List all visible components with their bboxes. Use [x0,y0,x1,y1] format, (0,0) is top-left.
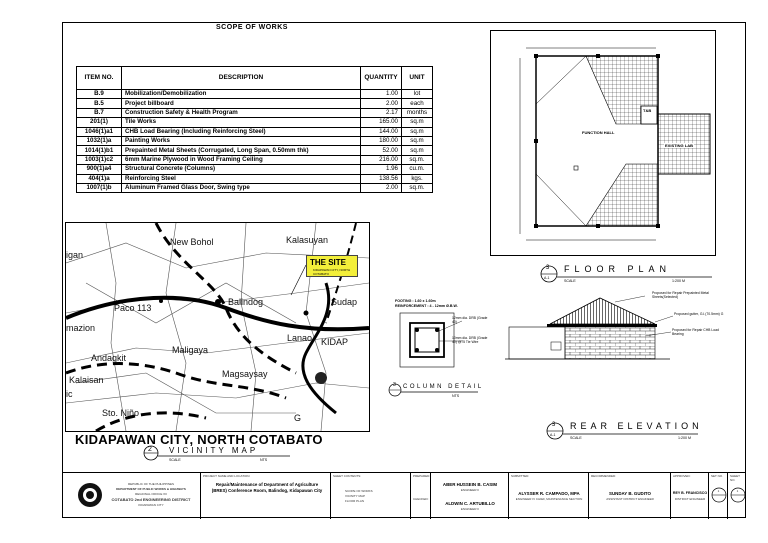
row-quantity: 2.00 [361,183,402,192]
vicinity-view-title: VICINITY MAP [169,446,259,455]
gutter-note: Proposed gutter, G.I.(70.5mm) G [674,312,724,316]
agency-line4: COTABATO 2nd ENGINEERING DISTRICT [111,497,191,502]
submitted-cell [508,473,588,519]
row-item-no: 1014(1)b1 [77,146,122,155]
agency-line5: KIDAPAWAN CITY [138,503,164,507]
rear-view-title: REAR ELEVATION [570,421,703,431]
approved-cell [670,473,708,519]
row-quantity: 138.56 [361,174,402,183]
rear-scale-value: 1:200 M [678,436,691,440]
row-quantity: 180.00 [361,136,402,145]
map-label: Maligaya [172,345,209,355]
approved-head: APPROVED: [673,474,691,478]
recommended-head: RECOMMENDED: [591,474,617,478]
floor-view-title: FLOOR PLAN [564,264,672,274]
dpwh-seal-icon [76,481,104,509]
set-head: SET NO. [711,474,723,478]
floor-view-sheet: A-1 [544,276,550,280]
floor-scale-label: SCALE [564,279,576,283]
row-item-no: B.5 [77,99,122,108]
row-quantity: 1.00 [361,90,402,99]
rear-view-sheet: A-1 [550,433,556,437]
title-block [62,472,746,519]
scope-title: SCOPE OF WORKS [216,24,288,31]
site-marker [306,255,358,277]
row-item-no: 900(1)a4 [77,165,122,174]
row-description: Structural Concrete (Columns) [122,165,361,174]
row-unit: kgs. [402,174,433,183]
agency-line2: DEPARTMENT OF PUBLIC WORKS & HIGHWAYS [116,487,186,491]
site-label: THE SITE [310,258,347,267]
map-label: ic [66,389,73,399]
contents-head: SHEET CONTENTS: [333,474,362,478]
map-label: Sudap [331,297,358,307]
approved-role: DISTRICT ENGINEER [674,497,706,501]
prepared-name2: ALDWIN C. ARTUBILLO [445,501,495,506]
row-unit: lot [402,90,433,99]
row-item-no: 1003(1)c2 [77,155,122,164]
floor-plan-drawing [516,44,716,254]
prepared-role1: ENGINEER II [460,488,480,492]
scope-header-row [77,67,433,90]
row-item-no: 201(1) [77,118,122,127]
row-item-no: B.7 [77,108,122,117]
row-item-no: 1046(1)a1 [77,127,122,136]
row-description: Aluminum Framed Glass Door, Swing type [122,183,361,192]
submitted-head: SUBMITTED: [511,474,530,478]
row-unit: sq.m. [402,183,433,192]
prepared-cell [430,473,508,519]
prepared-role2: ENGINEER II [460,507,480,511]
header-item-no: ITEM NO. [77,67,122,90]
row-item-no: B.9 [77,90,122,99]
map-label: Sto. Niño [102,408,140,418]
vicinity-map [65,222,370,432]
row-unit: sq.m [402,146,433,155]
floor-view-number: 3 [546,265,550,271]
column-scale-value: NTS [452,394,460,398]
row-unit: months [402,108,433,117]
row-quantity: 2.00 [361,99,402,108]
table-row [77,99,433,108]
recommended-name: SUNDAY B. GUDITO [609,491,651,496]
floor-scale-value: 1:200 M [672,279,685,283]
project-head: PROJECT NAME AND LOCATION: [203,474,251,478]
table-row [77,165,433,174]
row-unit: sq.m. [402,155,433,164]
row-quantity: 52.00 [361,146,402,155]
recommended-role: ASSISTANT DISTRICT ENGINEER [606,497,654,501]
city-title: KIDAPAWAN CITY, NORTH COTABATO [75,432,323,447]
map-label: G [294,413,302,423]
row-description: 6mm Marine Plywood in Wood Framing Ceiling [122,155,361,164]
submitted-role: ENGINEER IV CHIEF, MAINTENANCE SECTION [515,497,583,501]
sheet-cell [727,473,746,519]
contents-item: VICINITY MAP [345,494,365,498]
set-cell [708,473,727,519]
sheet-head: SHEET NO. [730,474,740,482]
map-label: New Bohol [170,237,214,247]
set-value: 1 [717,489,720,493]
contents-cell [330,473,410,519]
submitted-name: ALYSSER R. CAMPADO, MPA [518,491,580,496]
row-quantity: 165.00 [361,118,402,127]
row-item-no: 1032(1)a [77,136,122,145]
map-label: KIDAP [321,337,349,347]
row-description: Tile Works [122,118,361,127]
row-quantity: 2.17 [361,108,402,117]
vicinity-view-number: 2 [148,446,152,453]
room-tb: T&B [643,108,652,113]
approved-name: REY B. FRANCISCO [672,491,708,495]
map-label: Lanao [287,333,313,343]
prepared-name1: ABER HUSSEIN B. CASIM [442,482,498,487]
row-quantity: 1.96 [361,165,402,174]
map-label: Balindog [228,297,264,307]
rear-view-number: 3 [552,422,556,428]
vicinity-scale-label: SCALE [169,458,181,462]
row-description: Construction Safety & Health Program [122,108,361,117]
row-description: Project billboard [122,99,361,108]
row-unit: cu.m. [402,165,433,174]
row-unit: sq.m [402,127,433,136]
table-row [77,155,433,164]
column-note-bars: 12mm dia. DRB (Grade 40) [452,316,488,324]
footing-note: FOOTING : 1.60 x 1.60m [395,299,436,303]
row-unit: each [402,99,433,108]
scope-table [76,66,433,193]
row-description: Mobilization/Demobilization [122,90,361,99]
table-row [77,136,433,145]
table-row [77,108,433,117]
map-label: mazion [66,323,96,333]
row-unit: sq.m [402,136,433,145]
map-label: Magsaysay [222,369,268,379]
agency-line3: REGIONAL OFFICE XII [135,492,167,496]
contents-item: SCOPE OF WORKS [345,489,373,493]
table-row [77,146,433,155]
header-unit: UNIT [402,67,433,90]
checked-head: CHECKED: [413,497,429,501]
sheet-value: 1 [736,489,739,493]
room-existing-lab: EXISTING LAB [665,143,694,148]
row-description: Painting Works [122,136,361,145]
map-label: Kalaisan [69,375,104,385]
project-cell [200,473,330,519]
row-quantity: 216.00 [361,155,402,164]
agency-cell [62,473,200,519]
reinforcement-note: REINFORCEMENT : 4 - 12mm Ø.B.W. [395,304,458,308]
vicinity-scale-value: NTS [260,458,268,462]
row-item-no: 1007(1)b [77,183,122,192]
table-row [77,90,433,99]
row-unit: sq.m [402,118,433,127]
roof-repair-note: Proposed for Repair Prepainted Metal Sheets(Selected) [652,291,709,299]
table-row [77,174,433,183]
table-row [77,183,433,192]
row-quantity: 144.00 [361,127,402,136]
map-label: Paco 113 [114,303,152,313]
row-description: CHB Load Bearing (Including Reinforcing Steel) [122,127,361,136]
contents-item: FLOOR PLAN [345,499,365,503]
row-item-no: 404(1)a [77,174,122,183]
prepared-head: PREPARED: [413,474,431,478]
header-quantity: QUANTITY [361,67,402,90]
project-name: Repair/Maintenance of Department of Agriculture (BRES) Conference Room, Balindog, Kidapawan City [211,482,323,493]
column-view-number: 3 [393,382,396,388]
header-description: DESCRIPTION [122,67,361,90]
prepared-label-cell [410,473,430,519]
room-function-hall: FUNCTION HALL [582,130,615,135]
row-description: Reinforcing Steel [122,174,361,183]
map-label: Andagkit [91,353,127,363]
agency-line1: REPUBLIC OF THE PHILIPPINES [127,482,175,486]
map-label: Kalasuyan [286,235,329,245]
site-sublabel: KIDAPAWAN CITY, NORTH COTABATO [313,268,351,276]
table-row [77,118,433,127]
recommended-cell [588,473,670,519]
column-view-title: COLUMN DETAIL [403,384,484,390]
row-description: Prepainted Metal Sheets (Corrugated, Long Span, 0.50mm thk) [122,146,361,155]
chb-repair-note: Proposed for Repair CHB Load Bearing [672,328,719,336]
column-note-ties: 10mm dia. DRB (Grade 40) @75 Tie Wire [452,336,488,344]
rear-scale-label: SCALE [570,436,582,440]
table-row [77,127,433,136]
map-label: igan [66,250,84,260]
